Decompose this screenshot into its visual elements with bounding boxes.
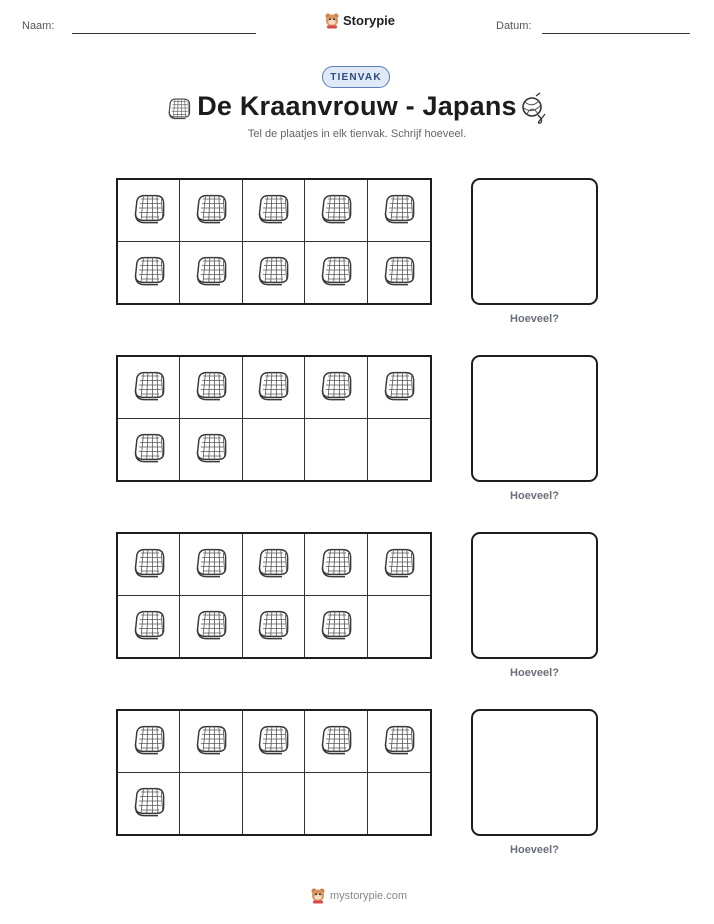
futon-blanket-icon	[192, 190, 230, 231]
ten-frame-cell	[180, 596, 242, 658]
brand-name: Storypie	[343, 13, 396, 28]
ten-frame-cell	[118, 357, 180, 419]
futon-blanket-icon	[130, 429, 168, 470]
futon-blanket-icon	[192, 367, 230, 408]
ten-frame-cell	[118, 242, 180, 304]
worksheet-type-badge: TIENVAK	[322, 66, 390, 88]
futon-blanket-icon	[380, 544, 418, 585]
storypie-mascot-icon	[324, 12, 340, 29]
page-title: De Kraanvrouw - Japans	[197, 91, 517, 121]
futon-blanket-icon	[130, 544, 168, 585]
instructions: Tel de plaatjes in elk tienvak. Schrijf hoeveel.	[247, 128, 467, 140]
futon-blanket-icon	[130, 721, 168, 762]
futon-blanket-icon	[130, 606, 168, 647]
footer	[310, 887, 407, 904]
ten-frame-cell	[243, 357, 305, 419]
futon-blanket-icon	[192, 721, 230, 762]
ten-frame-cell	[243, 180, 305, 242]
ten-frame-cell	[180, 357, 242, 419]
answer-box-1[interactable]	[471, 178, 598, 305]
date-label: Datum:	[496, 20, 532, 32]
ten-frame-cell	[368, 711, 430, 773]
ten-frame-cell	[118, 419, 180, 481]
ten-frame-cell	[305, 596, 367, 658]
ten-frame-cell	[243, 596, 305, 658]
ten-frame-cell	[243, 773, 305, 835]
yarn-spool-icon	[518, 92, 548, 124]
ten-frame-cell	[368, 357, 430, 419]
ten-frame-2	[116, 355, 432, 482]
futon-blanket-icon	[254, 544, 292, 585]
ten-frame-cell	[305, 180, 367, 242]
name-label: Naam:	[22, 20, 55, 32]
futon-blanket-icon	[380, 721, 418, 762]
answer-box-2[interactable]	[471, 355, 598, 482]
brand-logo	[324, 12, 395, 29]
futon-blanket-icon	[254, 367, 292, 408]
ten-frame-cell	[305, 534, 367, 596]
ten-frame-4	[116, 709, 432, 836]
futon-blanket-icon	[130, 367, 168, 408]
footer-url[interactable]: mystorypie.com	[330, 889, 408, 902]
name-line[interactable]	[72, 33, 256, 34]
ten-frame-cell	[305, 357, 367, 419]
futon-blanket-icon	[192, 252, 230, 293]
answer-label-3: Hoeveel?	[510, 667, 559, 679]
ten-frame-cell	[305, 711, 367, 773]
futon-blanket-icon	[254, 190, 292, 231]
ten-frame-cell	[305, 419, 367, 481]
futon-blanket-icon	[380, 367, 418, 408]
ten-frame-cell	[368, 773, 430, 835]
ten-frame-cell	[180, 773, 242, 835]
futon-blanket-icon	[192, 544, 230, 585]
ten-frame-3	[116, 532, 432, 659]
answer-label-1: Hoeveel?	[510, 313, 559, 325]
ten-frame-cell	[368, 180, 430, 242]
ten-frame-cell	[368, 596, 430, 658]
answer-box-3[interactable]	[471, 532, 598, 659]
ten-frame-cell	[305, 773, 367, 835]
ten-frame-cell	[118, 596, 180, 658]
futon-blanket-icon	[254, 721, 292, 762]
storypie-mascot-icon	[310, 887, 326, 904]
ten-frame-cell	[243, 711, 305, 773]
ten-frame-cell	[180, 419, 242, 481]
ten-frame-cell	[368, 242, 430, 304]
futon-blanket-icon	[317, 606, 355, 647]
ten-frame-cell	[180, 180, 242, 242]
date-line[interactable]	[542, 33, 690, 34]
ten-frame-cell	[243, 534, 305, 596]
ten-frame-cell	[305, 242, 367, 304]
ten-frame-cell	[118, 711, 180, 773]
futon-blanket-icon	[130, 190, 168, 231]
futon-blanket-icon	[130, 783, 168, 824]
ten-frame-cell	[243, 242, 305, 304]
futon-blanket-icon	[254, 252, 292, 293]
ten-frame-cell	[118, 534, 180, 596]
futon-blanket-icon	[317, 252, 355, 293]
futon-blanket-icon	[317, 544, 355, 585]
answer-box-4[interactable]	[471, 709, 598, 836]
ten-frame-cell	[118, 180, 180, 242]
ten-frame-cell	[180, 711, 242, 773]
ten-frame-cell	[368, 534, 430, 596]
ten-frame-cell	[180, 242, 242, 304]
futon-blanket-icon	[317, 367, 355, 408]
ten-frame-cell	[243, 419, 305, 481]
futon-blanket-icon	[192, 429, 230, 470]
answer-label-2: Hoeveel?	[510, 490, 559, 502]
futon-blanket-icon	[380, 190, 418, 231]
answer-label-4: Hoeveel?	[510, 844, 559, 856]
ten-frame-1	[116, 178, 432, 305]
ten-frame-cell	[180, 534, 242, 596]
futon-blanket-icon	[254, 606, 292, 647]
futon-blanket-icon	[130, 252, 168, 293]
futon-blanket-icon	[380, 252, 418, 293]
futon-blanket-icon	[317, 721, 355, 762]
ten-frame-cell	[118, 773, 180, 835]
ten-frame-cell	[368, 419, 430, 481]
futon-blanket-icon	[317, 190, 355, 231]
futon-blanket-icon	[192, 606, 230, 647]
